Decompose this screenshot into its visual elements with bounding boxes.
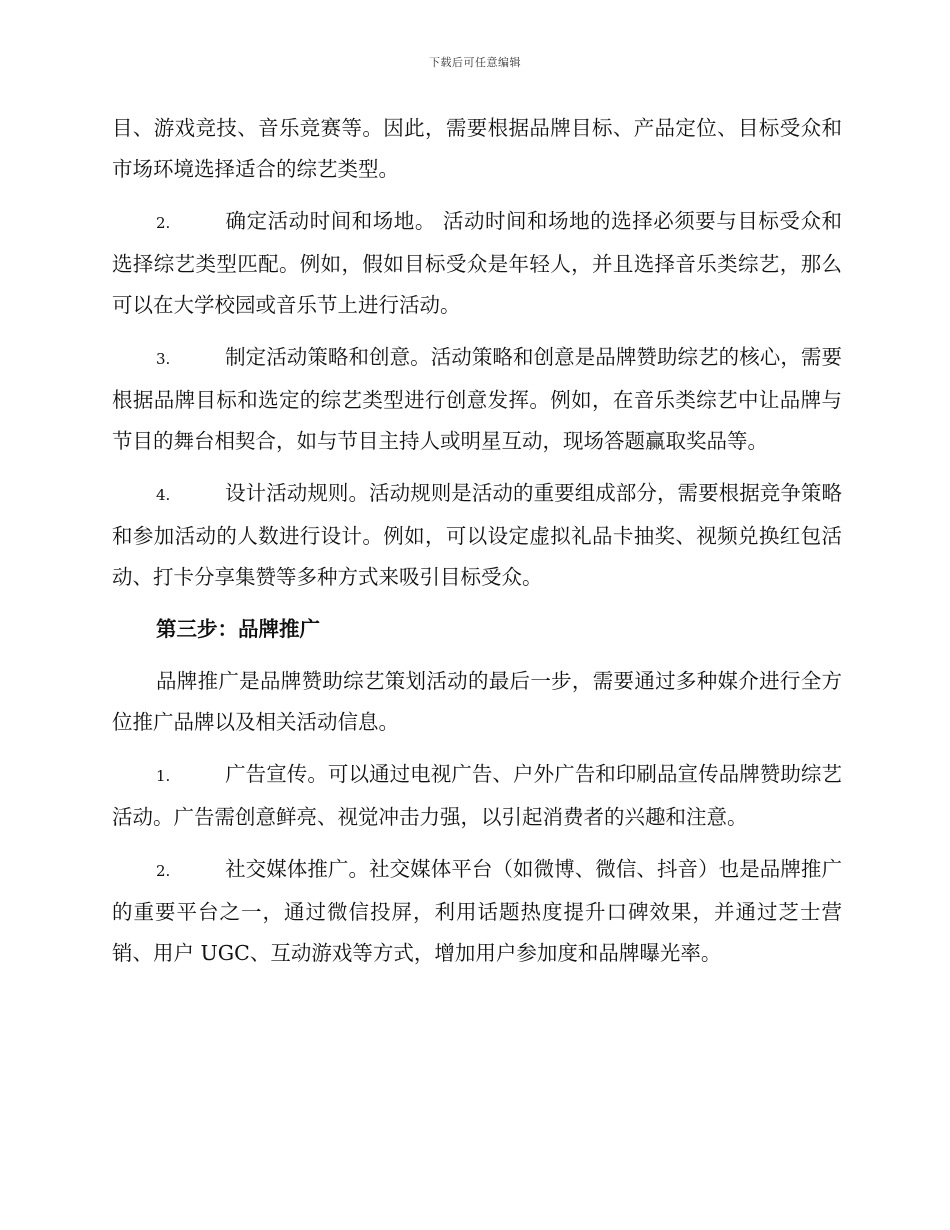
list-item-text: 制定活动策略和创意。活动策略和创意是品牌赞助综艺的核心，需要根据品牌目标和选定的综艺类型进行创意发挥。例如，在音乐类综艺中让品牌与节目的舞台相契合，如与节目主持人或明星互动，现场答题赢取奖品等。 (112, 345, 842, 453)
list-item-text: 广告宣传。可以通过电视广告、户外广告和印刷品宣传品牌赞助综艺活动。广告需创意鲜亮、视觉冲击力强，以引起消费者的兴趣和注意。 (112, 762, 842, 829)
list-item-advertising (112, 754, 842, 838)
list-item-rules (112, 473, 842, 598)
list-number: 4. (156, 486, 171, 504)
list-item-social-media (112, 849, 842, 974)
list-item-venue (112, 201, 842, 326)
list-number: 2. (156, 862, 171, 880)
section-heading: 第三步：品牌推广 (156, 617, 320, 641)
list-item-strategy (112, 337, 842, 462)
paragraph-continuation: 目、游戏竞技、音乐竞赛等。因此，需要根据品牌目标、产品定位、目标受众和市场环境选择适合的综艺类型。 (112, 116, 842, 181)
section-intro: 品牌推广是品牌赞助综艺策划活动的最后一步，需要通过多种媒介进行全方位推广品牌以及相关活动信息。 (112, 669, 842, 734)
document-body (112, 108, 842, 974)
list-number: 1. (156, 767, 171, 785)
list-number: 3. (156, 350, 171, 368)
list-number: 2. (156, 214, 171, 232)
list-item-text: 社交媒体推广。社交媒体平台（如微博、微信、抖音）也是品牌推广的重要平台之一，通过微信投屏，利用话题热度提升口碑效果，并通过芝士营销、用户 UGC、互动游戏等方式，增加用户参加度和品牌曝光率。 (112, 857, 842, 965)
page-header: 下载后可任意编辑 (429, 56, 521, 69)
list-item-text: 确定活动时间和场地。 活动时间和场地的选择必须要与目标受众和选择综艺类型匹配。例如，假如目标受众是年轻人，并且选择音乐类综艺，那么可以在大学校园或音乐节上进行活动。 (112, 209, 842, 317)
list-item-text: 设计活动规则。活动规则是活动的重要组成部分，需要根据竞争策略和参加活动的人数进行设计。例如，可以设定虚拟礼品卡抽奖、视频兑换红包活动、打卡分享集赞等多种方式来吸引目标受众。 (112, 481, 842, 589)
